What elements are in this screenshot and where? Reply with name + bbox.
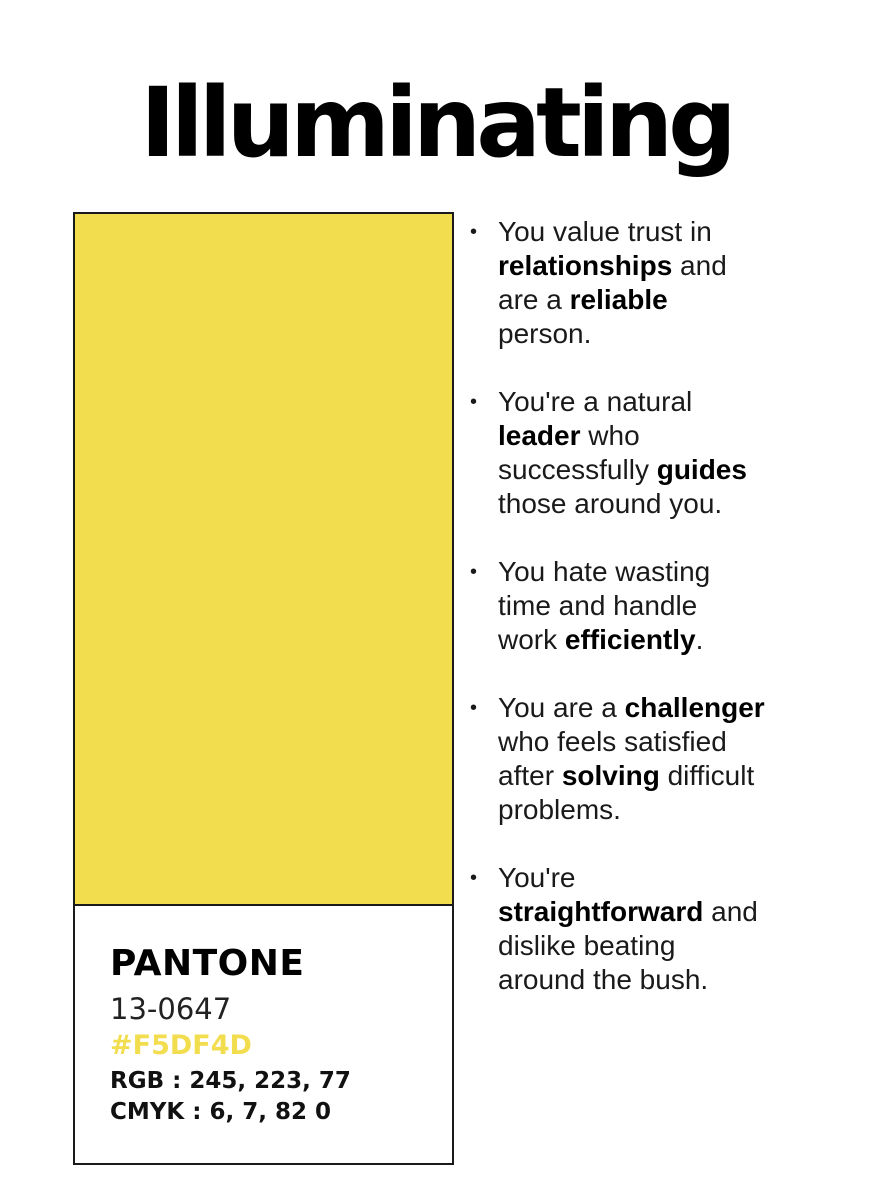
trait-text: difficult bbox=[659, 760, 755, 791]
trait-line bbox=[498, 929, 866, 963]
trait-item bbox=[466, 555, 866, 657]
bullet-icon: • bbox=[470, 561, 478, 583]
trait-text: You hate wasting bbox=[498, 556, 711, 587]
trait-line bbox=[498, 963, 866, 997]
trait-item bbox=[466, 861, 866, 997]
trait-line bbox=[498, 623, 866, 657]
trait-text: and bbox=[672, 250, 727, 281]
trait-item bbox=[466, 385, 866, 521]
trait-text: who bbox=[580, 420, 640, 451]
trait-text: are a bbox=[498, 284, 570, 315]
trait-text: You're a natural bbox=[498, 386, 693, 417]
trait-text: You value trust in bbox=[498, 216, 712, 247]
trait-keyword: solving bbox=[561, 760, 660, 791]
trait-keyword: challenger bbox=[624, 692, 765, 723]
trait-text: work bbox=[498, 624, 565, 655]
trait-text: successfully bbox=[498, 454, 657, 485]
bullet-icon: • bbox=[470, 697, 478, 719]
color-swatch bbox=[75, 214, 452, 906]
trait-line bbox=[498, 385, 866, 419]
trait-item bbox=[466, 691, 866, 827]
pantone-hex-code: #F5DF4D bbox=[110, 1030, 252, 1061]
trait-text: You're bbox=[498, 862, 576, 893]
trait-keyword: straightforward bbox=[498, 896, 704, 927]
trait-keyword: reliable bbox=[569, 284, 668, 315]
trait-line bbox=[498, 759, 866, 793]
trait-text: . bbox=[695, 624, 704, 655]
bullet-icon: • bbox=[470, 867, 478, 889]
trait-line bbox=[498, 487, 866, 521]
trait-line bbox=[498, 317, 866, 351]
trait-item bbox=[466, 215, 866, 351]
pantone-color-card bbox=[73, 212, 454, 1165]
trait-line bbox=[498, 725, 866, 759]
trait-text: after bbox=[498, 760, 562, 791]
trait-keyword: relationships bbox=[498, 250, 673, 281]
trait-text: around the bush. bbox=[498, 964, 709, 995]
pantone-cmyk-values: CMYK : 6, 7, 82 0 bbox=[110, 1099, 331, 1125]
trait-text: who feels satisfied bbox=[498, 726, 727, 757]
pantone-code: 13-0647 bbox=[110, 992, 232, 1026]
trait-text: those around you. bbox=[498, 488, 723, 519]
trait-text: time and handle bbox=[498, 590, 698, 621]
pantone-rgb-values: RGB : 245, 223, 77 bbox=[110, 1068, 351, 1094]
trait-text: problems. bbox=[498, 794, 621, 825]
trait-line bbox=[498, 453, 866, 487]
bullet-icon: • bbox=[470, 221, 478, 243]
pantone-label: PANTONE bbox=[110, 943, 305, 984]
trait-text: and bbox=[703, 896, 758, 927]
bullet-icon: • bbox=[470, 391, 478, 413]
personality-traits-list bbox=[466, 215, 866, 1031]
trait-line bbox=[498, 215, 866, 249]
trait-line bbox=[498, 793, 866, 827]
trait-line bbox=[498, 861, 866, 895]
page-title: Illuminating bbox=[140, 67, 732, 179]
trait-line bbox=[498, 249, 866, 283]
trait-text: You are a bbox=[498, 692, 625, 723]
trait-keyword: efficiently bbox=[564, 624, 696, 655]
trait-line bbox=[498, 555, 866, 589]
trait-line bbox=[498, 895, 866, 929]
trait-line bbox=[498, 419, 866, 453]
trait-line bbox=[498, 283, 866, 317]
trait-keyword: guides bbox=[656, 454, 747, 485]
trait-text: dislike beating bbox=[498, 930, 676, 961]
trait-line bbox=[498, 589, 866, 623]
trait-text: person. bbox=[498, 318, 592, 349]
trait-line bbox=[498, 691, 866, 725]
trait-keyword: leader bbox=[498, 420, 581, 451]
